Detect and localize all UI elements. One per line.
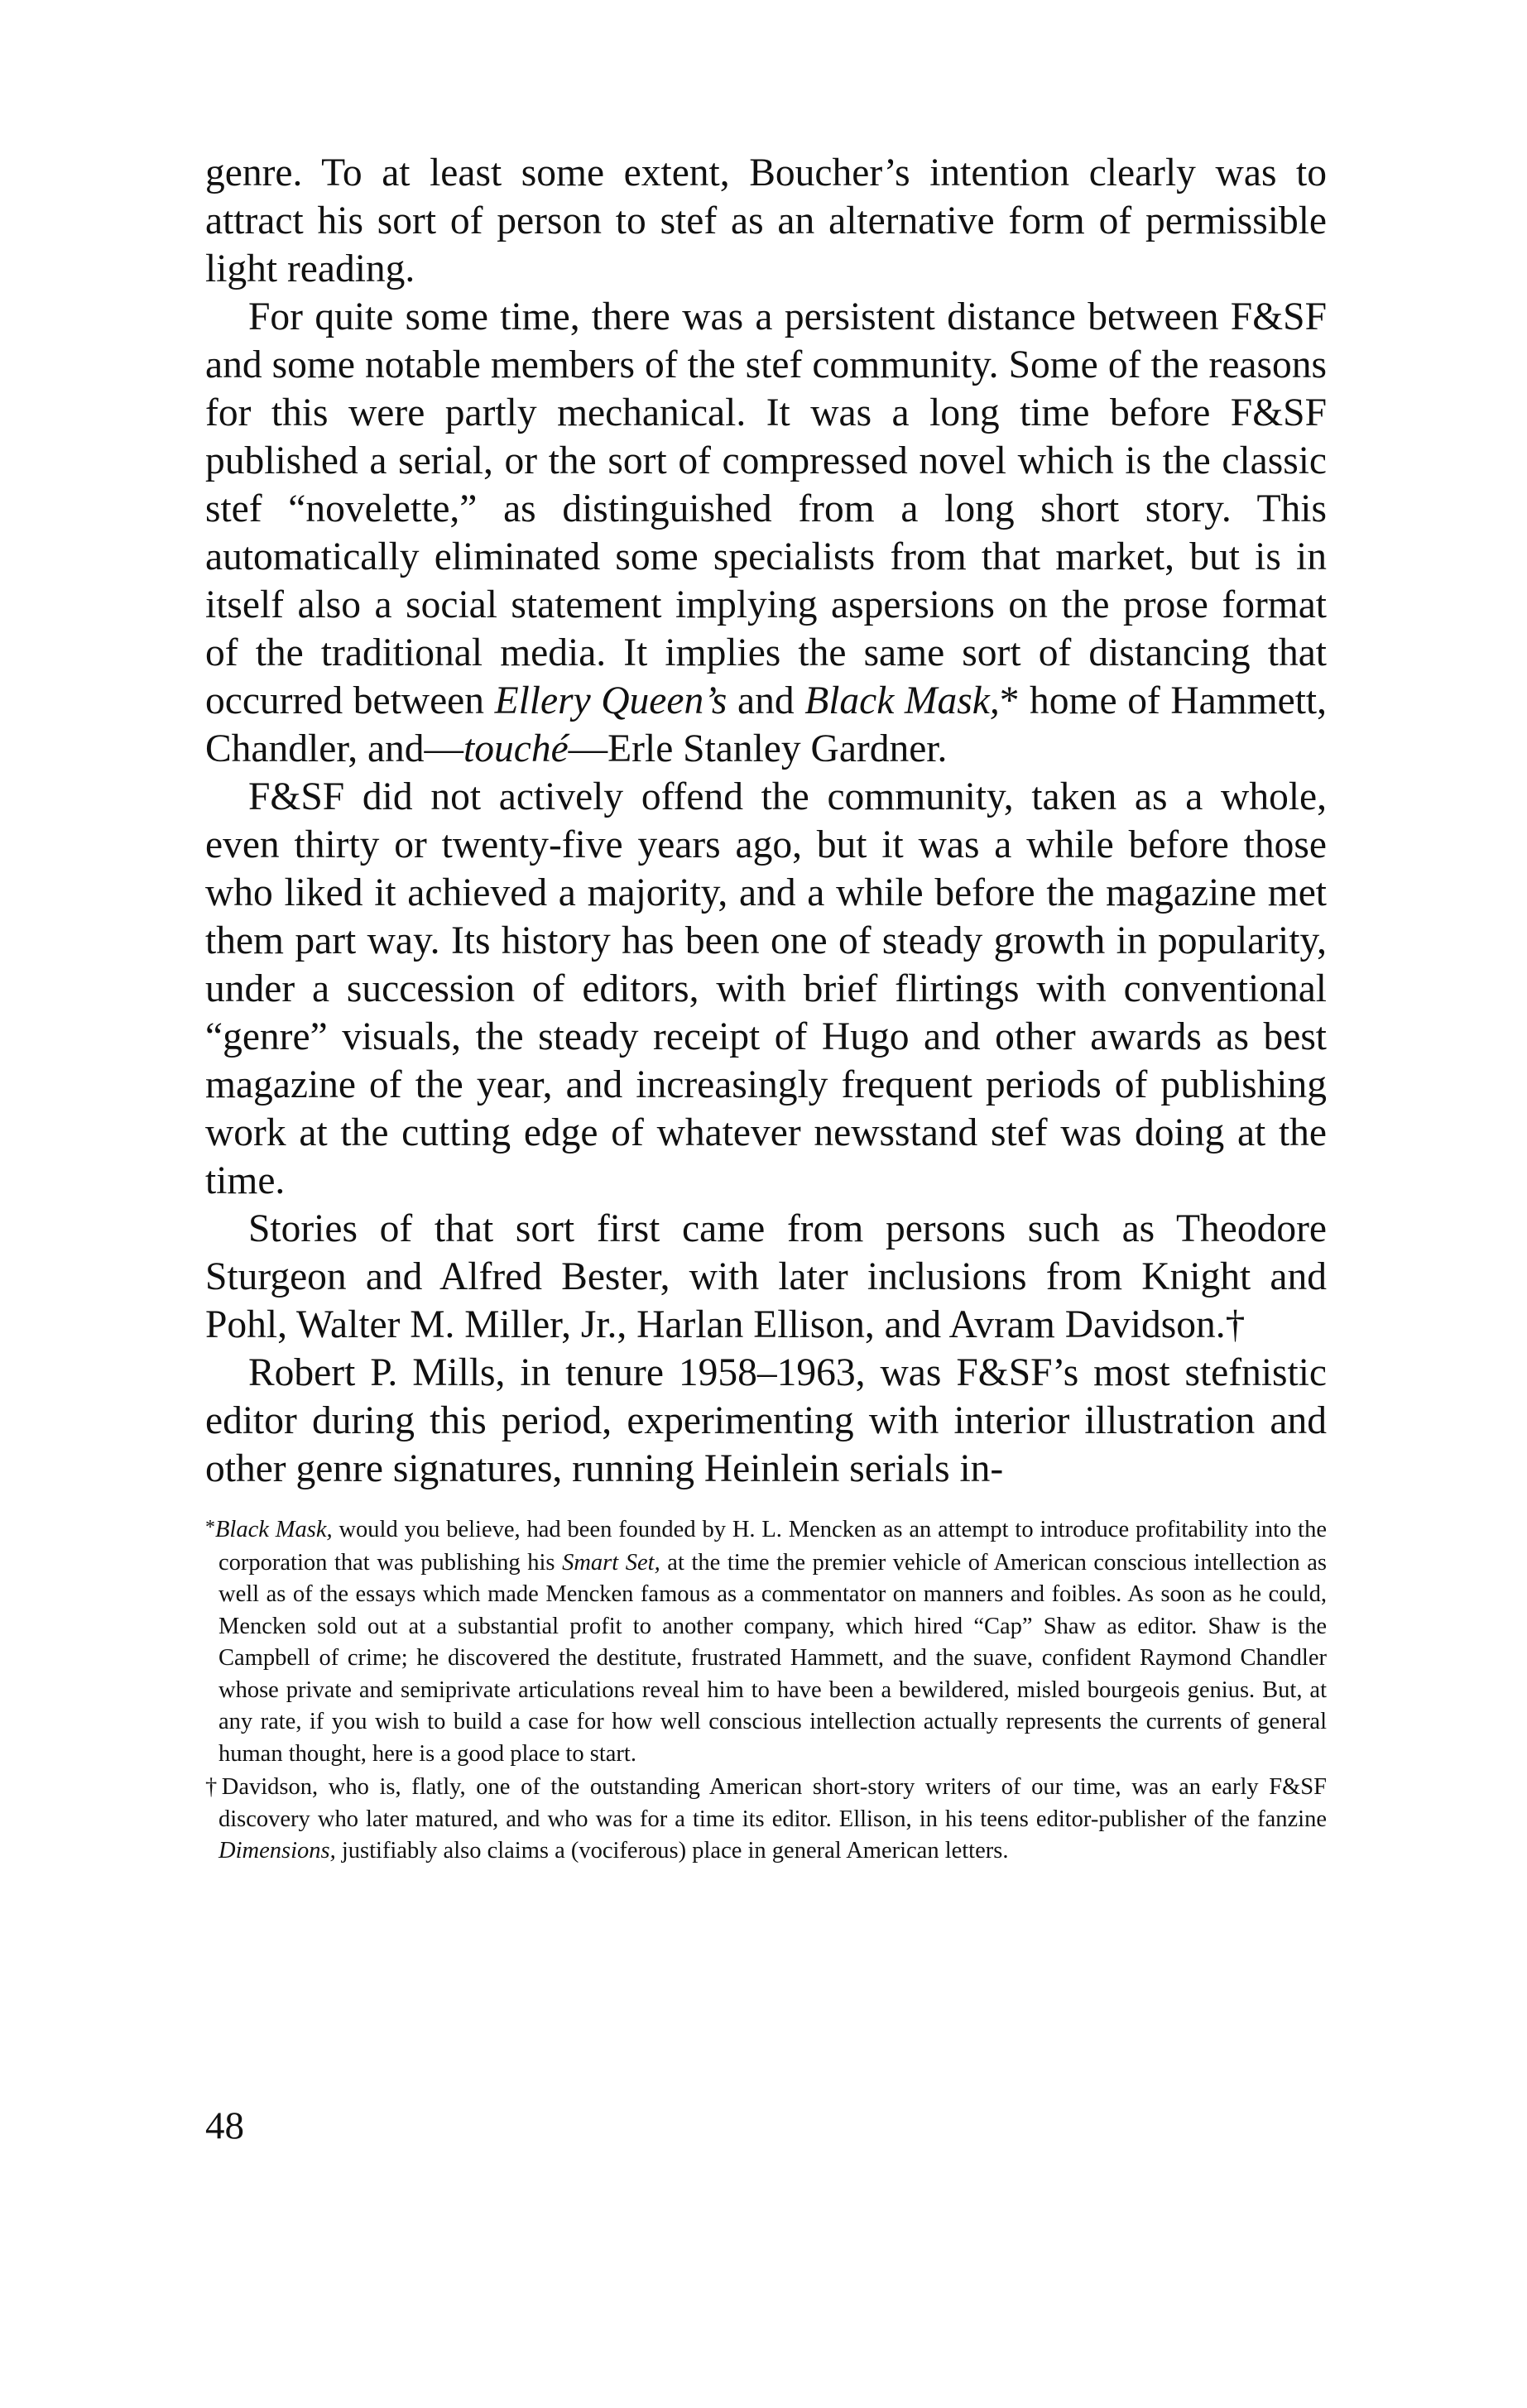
footnote-1-mark: * <box>205 1517 215 1538</box>
footnote-2-text-b: justifiably also claims a (vociferous) place in general American letters. <box>335 1838 1009 1864</box>
black-mask-title: Black Mask, <box>804 679 1000 722</box>
footnote-2-dimensions: Dimensions, <box>218 1838 336 1864</box>
paragraph-2-text-a: For quite some time, there was a persistent distance between F&SF and some notable members of the stef community. Some of the reasons for this were partly mechanical. It was a long time before F&SF published a serial, or the sort of compressed novel which is the classic stef “novelette,” as distinguished from a long short story. This automatically eliminated some specialists from that market, but is in itself also a social statement implying aspersions on the prose format of the traditional media. It implies the same sort of distancing that occurred between <box>205 295 1327 722</box>
footnote-1-smart-set: Smart Set, <box>562 1549 660 1576</box>
paragraph-2-text-b: and <box>727 679 805 722</box>
footnote-1-text-a: would you believe, had been founded by H. L. Mencken as an attempt to introduce profitability into the corporation that was publishing his <box>218 1517 1328 1576</box>
paragraph-4-text: Stories of that sort first came from persons such as Theodore Sturgeon and Alfred Bester, with later inclusions from Knight and Pohl, Walter M. Miller, Jr., Harlan Ellison, and Avram Davidson. <box>205 1207 1327 1346</box>
paragraph-3: F&SF did not actively offend the community, taken as a whole, even thirty or twenty-five years ago, but it was a while before those who liked it achieved a majority, and a while before the magazine met them part way. Its history has been one of steady growth in popularity, under a succession of editors, with brief flirtings with conventional “genre” visuals, the steady receipt of Hugo and other awards as best magazine of the year, and increasingly frequent periods of publishing work at the cutting edge of whatever newsstand stef was doing at the time. <box>205 775 1327 1202</box>
paragraph-1: genre. To at least some extent, Boucher’s intention clearly was to attract his sort of person to stef as an alternative form of permissible light reading. <box>205 151 1327 290</box>
ellery-queen-title: Ellery Queen’s <box>494 679 727 722</box>
footnote-ref-dagger: † <box>1225 1303 1246 1346</box>
paragraph-4 <box>205 1205 1327 1349</box>
footnote-1-text-b: at the time the premier vehicle of American conscious intellection as well as of the essays which made Mencken famous as a commentator on manners and foibles. As soon as he could, Mencken sold out at a substantial profit to another company, which hired “Cap” Shaw as editor. Shaw is the Campbell of crime; he discovered the destitute, frustrated Hammett, and the suave, confident Raymond Chandler whose private and semiprivate articulations reveal him to have been a bewildered, misled bourgeois genius. But, at any rate, if you wish to build a case for how well conscious intellection actually represents the currents of general human thought, here is a good place to start. <box>218 1549 1327 1767</box>
main-text <box>205 149 1327 1493</box>
paragraph-2-text-c: home of Hammett, Chandler, and— <box>205 679 1327 770</box>
footnote-2-mark: † <box>205 1774 222 1800</box>
footnote-2-text-a: Davidson, who is, flatly, one of the outstanding American short-story writers of our time, was an early F&SF discovery who later matured, and who was for a time its editor. Ellison, in his teens editor-publisher of the fanzine <box>218 1774 1327 1832</box>
footnote-ref-star: * <box>999 679 1020 722</box>
paragraph-5: Robert P. Mills, in tenure 1958–1963, was F&SF’s most stefnistic editor during this period, experimenting with interior illustration and other genre signatures, running Heinlein serials in- <box>205 1351 1327 1490</box>
footnote-2 <box>205 1772 1327 1868</box>
footnote-1-black-mask: Black Mask, <box>215 1517 333 1542</box>
paragraph-2-text-d: —Erle Stanley Gardner. <box>568 727 948 770</box>
book-page <box>205 149 1327 1868</box>
footnote-1 <box>205 1514 1327 1770</box>
footnotes <box>205 1514 1327 1868</box>
paragraph-2 <box>205 293 1327 773</box>
page-number: 48 <box>205 2104 244 2147</box>
touche-word: touché <box>463 727 569 770</box>
